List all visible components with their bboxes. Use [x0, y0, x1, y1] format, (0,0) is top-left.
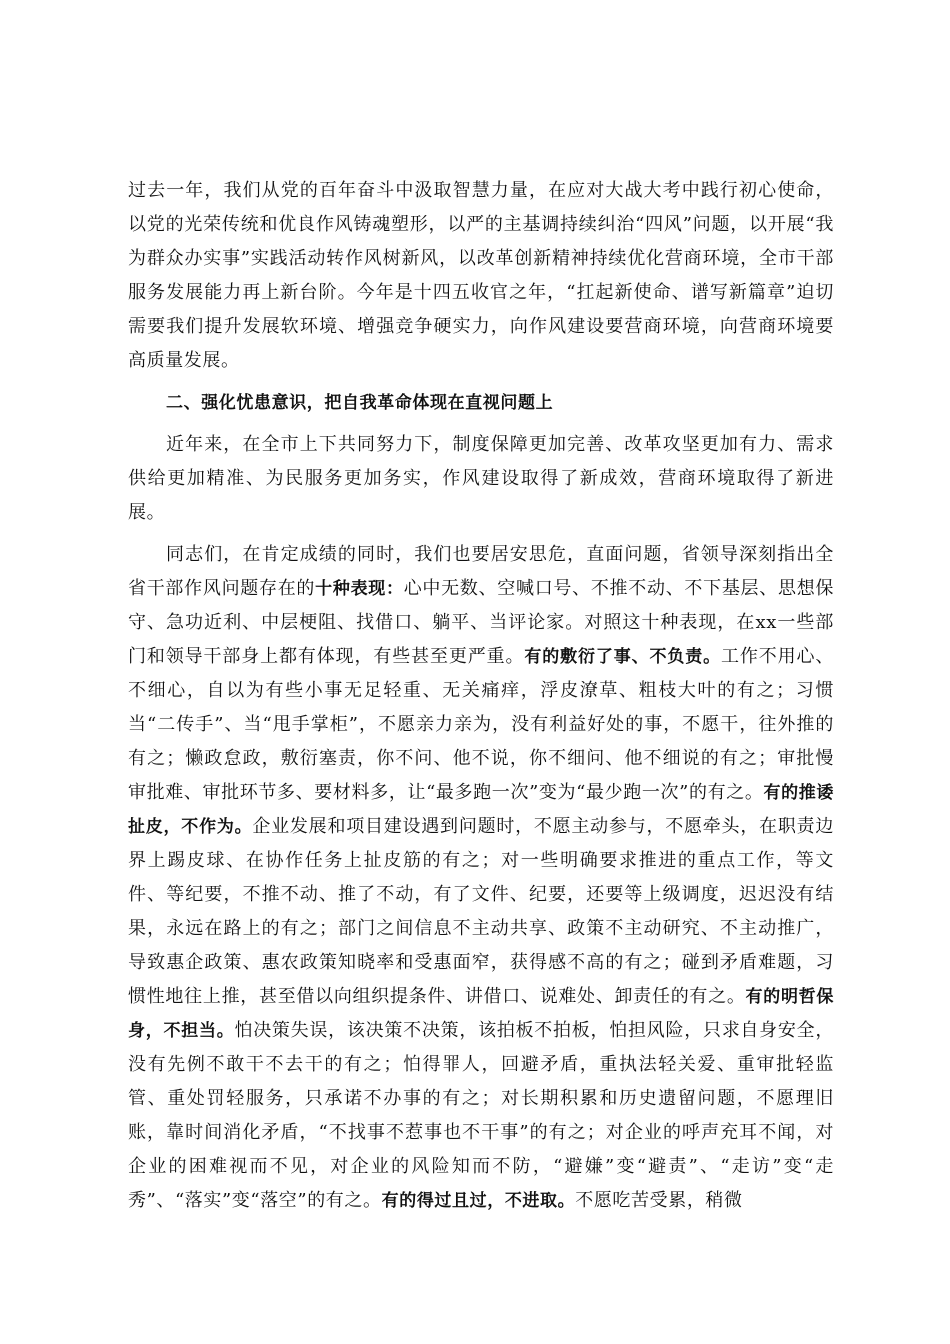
bold-phrase: 有的敷衍了事、不负责。: [524, 647, 721, 667]
paragraph-3-text: 工作不用心、不细心，自以为有些小事无足轻重、无关痛痒，浮皮潦草、粗枝大叶的有之；习惯当“二传手”、当“甩手掌柜”，不愿亲力亲为，没有利益好处的事，不愿干，往外推的有之；懒政怠政，敷衍塞责，你不问、他不说，你不细问、他不细说的有之；审批慢审批难、审批环节多、要材料多，让“最多跑一次”变为“最少跑一次”的有之。: [128, 646, 834, 803]
paragraph-3-text: 怕决策失误，该决策不决策，该拍板不拍板，怕担风险，只求自身安全，没有先例不敢干不去干的有之；怕得罪人，回避矛盾，重执法轻关爱、重审批轻监管、重处罚轻服务，只承诺不办事的有之；对长期积累和历史遗留问题，不愿理旧账，靠时间消化矛盾，“不找事不惹事也不干事”的有之；对企业的呼声充耳不闻，对企业的困难视而不见，对企业的风险知而不防，“避嫌”变“避责”、“走访”变“走秀”、“落实”变“落空”的有之。: [128, 1020, 834, 1211]
document-body: [128, 174, 834, 1226]
section-heading: 二、强化忧患意识，把自我革命体现在直视问题上: [166, 393, 554, 413]
paragraph-3-text: 同志们，在肯定成绩的同时，我们也要居安思危，直面问题，省领导深刻指出全省干部作风问题存在的: [128, 544, 834, 599]
paragraph-3-text: 心中无数、空喊口号、不推不动、不下基层、思想保守、急功近利、中层梗阻、找借口、躺平、当评论家。对照这十种表现，在xx一些部门和领导干部身上都有体现，有些甚至更严重。: [128, 578, 835, 667]
bold-phrase: 有的明哲保身，不担当。: [128, 987, 835, 1041]
bold-phrase: 有的推诿扯皮，不作为。: [128, 783, 835, 837]
paragraph-3: [128, 538, 834, 1218]
paragraph-2: 近年来，在全市上下共同努力下，制度保障更加完善、改革攻坚更加有力、需求供给更加精准、为民服务更加务实，作风建设取得了新成效，营商环境取得了新进展。: [128, 434, 834, 523]
bold-phrase: 有的得过且过，不进取。: [381, 1191, 576, 1211]
paragraph-3-text: 不愿吃苦受累，稍微: [575, 1190, 743, 1211]
paragraph-1: 过去一年，我们从党的百年奋斗中汲取智慧力量，在应对大战大考中践行初心使命，以党的光荣传统和优良作风铸魂塑形，以严的主基调持续纠治“四风”问题，以开展“我为群众办实事”实践活动转作风树新风，以改革创新精神持续优化营商环境，全市干部服务发展能力再上新台阶。今年是十四五收官之年，“扛起新使命、谱写新篇章”迫切需要我们提升发展软环境、增强竞争硬实力，向作风建设要营商环境，向营商环境要高质量发展。: [128, 180, 834, 371]
paragraph-3-text: 企业发展和项目建设遇到问题时，不愿主动参与，不愿牵头，在职责边界上踢皮球、在协作任务上扯皮筋的有之；对一些明确要求推进的重点工作，等文件、等纪要，不推不动、推了不动，有了文件、纪要，还要等上级调度，迟迟没有结果，永远在路上的有之；部门之间信息不主动共享、政策不主动研究、不主动推广，导致惠企政策、惠农政策知晓率和受惠面窄，获得感不高的有之；碰到矛盾难题，习惯性地往上推，甚至借以向组织提条件、讲借口、说难处、卸责任的有之。: [128, 816, 834, 1007]
bold-phrase: 十种表现：: [315, 579, 404, 599]
